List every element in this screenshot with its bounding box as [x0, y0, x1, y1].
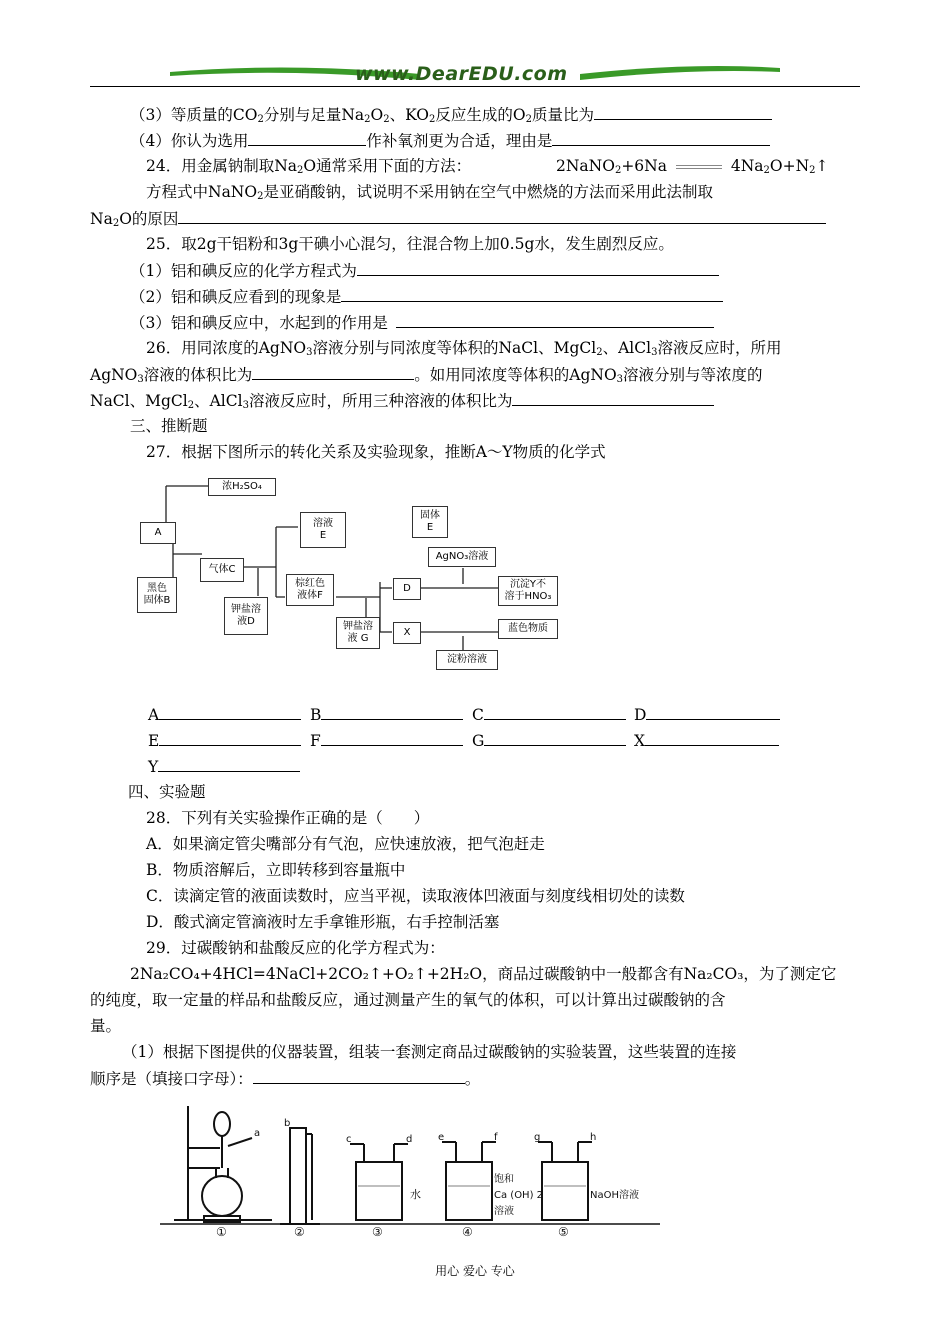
diagram-box-conc-h2so4: 浓H₂SO₄	[208, 478, 276, 496]
q25-part2: （2）铝和碘反应看到的现象是	[130, 286, 723, 307]
diagram-box-e-solid: 固体 E	[412, 506, 448, 538]
page-footer: 用心 爱心 专心	[435, 1264, 515, 1278]
q26-line1: 26．用同浓度的AgNO$_3$溶液分别与同浓度等体积的NaCl、MgCl$_2$、AlCl$_3$溶液反应时，所用	[146, 339, 782, 358]
diagram-box-b: 黑色 固体B	[137, 577, 177, 613]
apparatus-label-d: d	[406, 1134, 413, 1145]
q28-option-b: B．物质溶解后，立即转移到容量瓶中	[146, 861, 406, 879]
apparatus-num-5: ⑤	[558, 1225, 569, 1238]
apparatus-label-b: b	[284, 1118, 291, 1129]
q26-line2: AgNO$_3$溶液的体积比为 。如用同浓度等体积的AgNO$_3$溶液分别与等浓度的	[90, 366, 763, 385]
apparatus-label-f: f	[494, 1132, 498, 1143]
diagram-box-c: 气体C	[200, 558, 244, 582]
q28-option-a: A．如果滴定管尖嘴部分有气泡，应快速放液，把气泡赶走	[146, 835, 545, 853]
apparatus-num-3: ③	[372, 1225, 383, 1238]
q28-option-d: D．酸式滴定管滴液时左手拿锥形瓶，右手控制活塞	[146, 913, 500, 931]
diagram-box-d: D	[393, 578, 421, 600]
q24-stem: 24．用金属钠制取$Na_2O$通常采用下面的方法：	[146, 157, 472, 176]
diagram-box-x: X	[393, 622, 421, 644]
q28-stem: 28．下列有关实验操作正确的是（ ）	[146, 809, 430, 827]
apparatus-label-caoh-1: 饱和	[494, 1174, 514, 1185]
q29-part1: （1）根据下图提供的仪器装置，组装一套测定商品过碳酸钠的实验装置，这些装置的连接	[122, 1043, 737, 1061]
header-logo-text: www.DearEDU.com	[355, 63, 568, 85]
q27-answer-d: D	[634, 704, 780, 725]
apparatus-label-naoh: NaOH溶液	[590, 1190, 639, 1201]
q27-answer-b: B	[310, 704, 463, 725]
q29-line3: 量。	[90, 1017, 122, 1035]
header-rule	[90, 86, 860, 87]
q24-equation: 2NaNO$_2$+6Na $4Na_2O+N_2↑$	[556, 157, 829, 176]
q25-part1: （1）铝和碘反应的化学方程式为	[130, 260, 719, 281]
q27-answer-c: C	[472, 704, 626, 725]
q26-line3: NaCl、MgCl$_2$、AlCl$_3$溶液反应时，所用三种溶液的体积比为	[90, 390, 714, 416]
q28-option-c: C．读滴定管的液面读数时，应当平视，读取液体凹液面与刻度线相切处的读数	[146, 887, 685, 905]
apparatus-label-a: a	[254, 1128, 261, 1139]
diagram-box-g: 钾盐溶 液 G	[336, 617, 380, 649]
diagram-box-f: 棕红色 液体F	[286, 574, 334, 606]
q27-answer-a: A	[148, 704, 301, 725]
apparatus-num-4: ④	[462, 1225, 473, 1238]
q27-answer-e: E	[148, 730, 301, 751]
apparatus-num-2: ②	[294, 1225, 305, 1238]
q27-answer-x: X	[634, 730, 779, 751]
section-heading-4: 四、实验题	[128, 783, 206, 801]
q29-equation: 2Na₂CO₄+4HCl=4NaCl+2CO₂↑+O₂↑+2H₂O，商品过碳酸钠中一般都含有Na₂CO₃，为了测定它	[130, 965, 837, 983]
section-heading-3: 三、推断题	[130, 417, 208, 435]
diagram-box-a: A	[140, 522, 176, 544]
q24-line3: $Na_2O$的原因	[90, 208, 826, 234]
q27-answer-g: G	[472, 730, 626, 751]
apparatus-label-water: 水	[410, 1188, 421, 1201]
q25-part3: （3）铝和碘反应中，水起到的作用是	[130, 312, 714, 333]
diagram-box-starch: 淀粉溶液	[436, 650, 498, 670]
q27-stem: 27．根据下图所示的转化关系及实验现象，推断A～Y物质的化学式	[146, 443, 606, 461]
q27-answer-y: Y	[148, 756, 300, 777]
q23-part3: （3）等质量的$CO_2$分别与足量$Na_2O_2$、$KO_2$反应生成的$O_2$质量比为	[130, 104, 772, 130]
diagram-box-agno3: AgNO₃溶液	[428, 547, 496, 567]
diagram-box-blue-substance: 蓝色物质	[498, 619, 558, 639]
apparatus-label-caoh-2: Ca (OH) 2	[494, 1190, 544, 1201]
q24-line2: 方程式中NaNO$_2$是亚硝酸钠，试说明不采用钠在空气中燃烧的方法而采用此法制取	[146, 183, 713, 202]
q29-line2: 的纯度，取一定量的样品和盐酸反应，通过测量产生的氧气的体积，可以计算出过碳酸钠的含	[90, 991, 726, 1009]
q29-stem: 29．过碳酸钠和盐酸反应的化学方程式为：	[146, 939, 445, 957]
diagram-box-precipitate-y: 沉淀Y不 溶于HNO₃	[498, 576, 558, 606]
apparatus-label-caoh-3: 溶液	[494, 1206, 514, 1217]
apparatus-label-e: e	[438, 1132, 445, 1143]
apparatus-label-g: g	[534, 1132, 541, 1143]
apparatus-label-h: h	[590, 1132, 597, 1143]
apparatus-label-c: c	[346, 1134, 352, 1145]
q25-stem: 25．取2g干铝粉和3g干碘小心混匀，往混合物上加0.5g水，发生剧烈反应。	[146, 235, 674, 253]
q27-answer-f: F	[310, 730, 463, 751]
apparatus-num-1: ①	[216, 1225, 227, 1238]
q29-apparatus-figure	[160, 1098, 880, 1238]
q23-part4: （4）你认为选用 作补氧剂更为合适，理由是	[130, 130, 770, 151]
diagram-box-d-salt: 钾盐溶 液D	[224, 597, 268, 635]
q29-part1-order: 顺序是（填接口字母）： 。	[90, 1070, 481, 1088]
diagram-box-e-solution: 溶液 E	[300, 512, 346, 548]
